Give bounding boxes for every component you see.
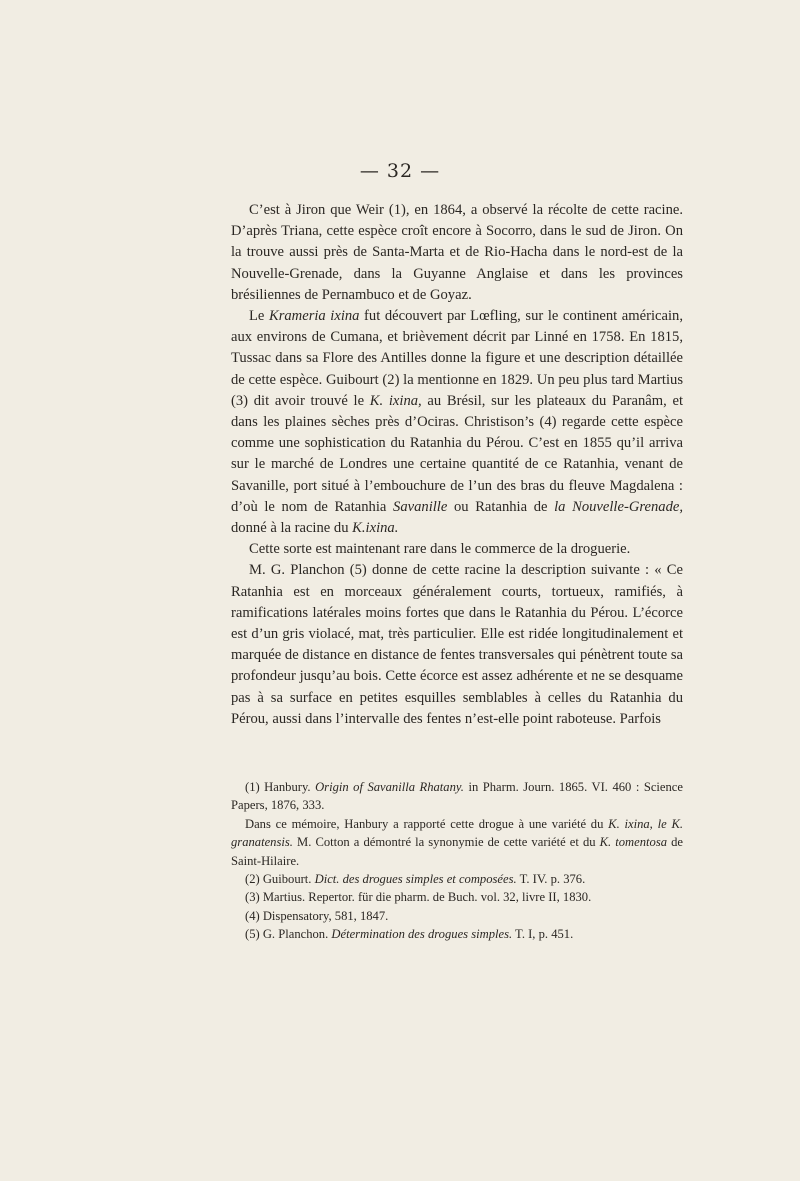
paragraph-3: Cette sorte est maintenant rare dans le commerce de la droguerie. — [249, 541, 631, 558]
footnote-5: (5) G. Planchon. Détermination des drogues simples. T. I, p. 451. — [245, 927, 574, 942]
footnote-2: (2) Guibourt. Dict. des drogues simples et composées. T. IV. p. 376. — [245, 872, 586, 887]
paragraph-1: C’est à Jiron que Weir (1), en 1864, a observé la récolte de cette racine. D’après Triana, cette espèce croît encore à Socorro, dans le sud de Jiron. On la trouve aussi près de Santa-Marta et de Rio-Hacha dans le nord-est de la Nouvelle-Grenade, dans la Guyanne Anglaise et dans les provinces brésiliennes de Pernambuco et de Goyaz. — [231, 202, 683, 303]
footnote-1: (1) Hanbury. Origin of Savanilla Rhatany. in Pharm. Journ. 1865. VI. 460 : Science Papers, 1876, 333. — [231, 780, 683, 813]
footnote-1-continuation: Dans ce mémoire, Hanbury a rapporté cette drogue à une variété du K. ixina, le K. granatensis. M. Cotton a démontré la synonymie de cette variété et du K. tomentosa de Saint-Hilaire. — [231, 816, 683, 868]
paragraph-4: M. G. Planchon (5) donne de cette racine la description suivante : « Ce Ratanhia est en morceaux généralement courts, tortueux, ramifiés, à ramifications latérales moins fortes que dans le Ratanhia du Pérou. L’écorce est d’un gris violacé, mat, très particulier. Elle est ridée longitudinalement et marquée de distance en distance de fentes transversales qui pénètrent toute sa profondeur jusqu’au bois. Cette écorce est assez adhérente et ne se desquame pas à sa surface en petites esquilles semblables à celles du Ratanhia du Pérou, aussi dans l’intervalle des fentes n’est-elle point raboteuse. Parfois — [231, 562, 683, 727]
footnote-4: (4) Dispensatory, 581, 1847. — [245, 908, 389, 923]
footnote-3: (3) Martius. Repertor. für die pharm. de Buch. vol. 32, livre II, 1830. — [245, 890, 592, 905]
page-number: — 32 — — [359, 160, 441, 182]
body-text — [231, 200, 683, 730]
footnotes — [231, 778, 683, 944]
paragraph-2: Le Krameria ixina fut découvert par Lœfling, sur le continent américain, aux environs de Cumana, et brièvement décrit par Linné en 1758. En 1815, Tussac dans sa Flore des Antilles donne la figure et une description détaillée de cette espèce. Guibourt (2) la mentionne en 1829. Un peu plus tard Martius (3) dit avoir trouvé le K. ixina, au Brésil, sur les plateaux du Paranâm, et dans les plaines sèches près d’Ociras. Christison’s (4) regarde cette espèce comme une sophistication du Ratanhia du Pérou. C’est en 1855 qu’il arriva sur le marché de Londres une certaine quantité de ce Ratanhia, venant de Savanille, port situé à l’embouchure de l’un des bras du fleuve Magdalena : d’où le nom de Ratanhia Savanille ou Ratanhia de la Nouvelle-Grenade, donné à la racine du K.ixina. — [231, 308, 683, 537]
